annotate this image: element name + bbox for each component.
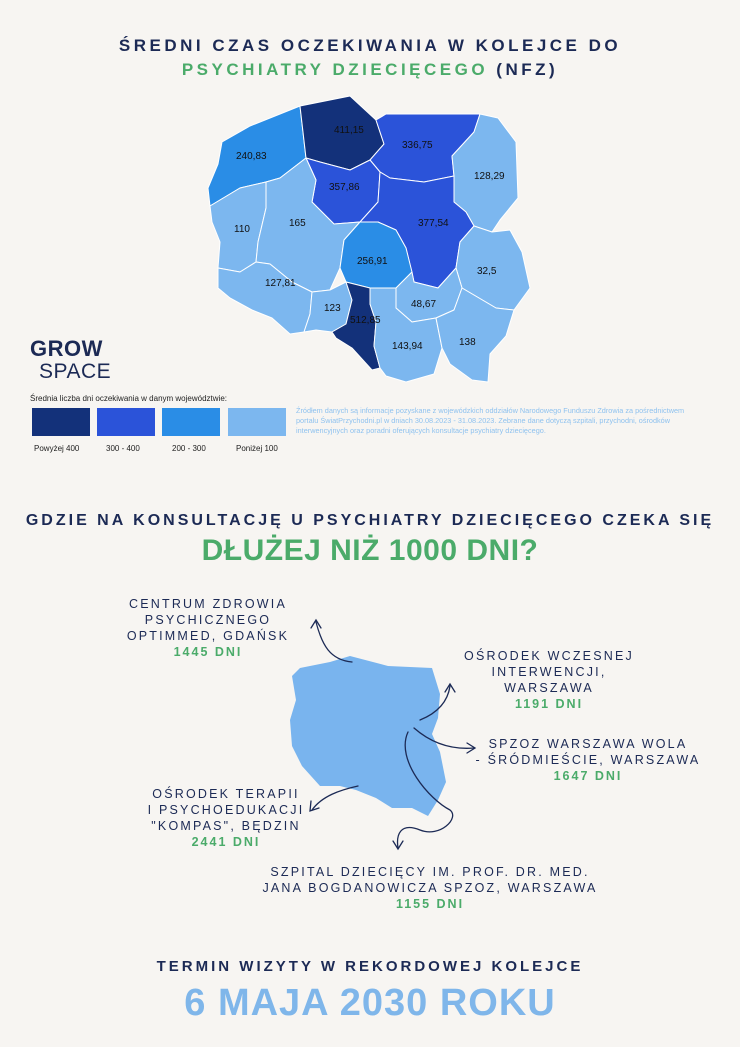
- clinic-name-line3: "KOMPAS", BĘDZIN: [151, 819, 301, 833]
- legend-label: 200 - 300: [172, 444, 206, 453]
- clinic-days: 1191 DNI: [514, 697, 584, 711]
- map-label: 240,83: [236, 151, 267, 162]
- map-label: 48,67: [411, 299, 437, 310]
- clinic-name-line1: OŚRODEK TERAPII: [152, 787, 300, 801]
- map-label: 138: [459, 337, 476, 348]
- clinic-days: 1155 DNI: [395, 897, 465, 911]
- legend-title: Średnia liczba dni oczekiwania w danym województwie:: [30, 394, 227, 403]
- page-title-line2: [0, 60, 740, 80]
- map-label: 32,5: [477, 266, 497, 277]
- clinic-name-line2: I PSYCHOEDUKACJI: [147, 803, 305, 817]
- clinic-name-line2: JANA BOGDANOWICZA SPZOZ, WARSZAWA: [262, 881, 598, 895]
- clinic-days: 1647 DNI: [553, 769, 623, 783]
- map-label: 357,86: [329, 182, 360, 193]
- clinic-name-line1: SPZOZ WARSZAWA WOLA: [488, 737, 688, 751]
- map-label: 123: [324, 303, 341, 314]
- clinic-wczesnej-interwencji: [446, 648, 652, 712]
- map-label: 127,81: [265, 278, 296, 289]
- map-label: 512,85: [350, 315, 381, 326]
- legend-label: Powyżej 400: [34, 444, 80, 453]
- title-rest: (NFZ): [488, 60, 559, 79]
- question-line1: GDZIE NA KONSULTACJĘ U PSYCHIATRY DZIECIĘCEGO CZEKA SIĘ: [25, 512, 715, 529]
- clinic-name-line2: OPTIMMED, GDAŃSK: [126, 629, 290, 643]
- growspace-logo: [30, 336, 130, 386]
- clinic-optimmed: [70, 596, 346, 660]
- clinic-name-line2: - ŚRÓDMIEŚCIE, WARSZAWA: [475, 753, 701, 767]
- title-highlight: PSYCHIATRY DZIECIĘCEGO: [181, 60, 489, 79]
- map-label: 165: [289, 218, 306, 229]
- map-label: 143,94: [392, 341, 423, 352]
- clinic-days: 2441 DNI: [191, 835, 261, 849]
- legend-label: Poniżej 100: [236, 444, 278, 453]
- page-title-line1: ŚREDNI CZAS OCZEKIWANIA W KOLEJCE DO: [118, 36, 622, 55]
- map-label: 128,29: [474, 171, 505, 182]
- clinic-name-line1: OŚRODEK WCZESNEJ: [464, 649, 634, 663]
- map-label: 256,91: [357, 256, 388, 267]
- legend-label: 300 - 400: [106, 444, 140, 453]
- map-label: 377,54: [418, 218, 449, 229]
- clinic-name-line1: CENTRUM ZDROWIA PSYCHICZNEGO: [129, 597, 287, 627]
- footer-date: 6 MAJA 2030 ROKU: [184, 982, 556, 1024]
- clinic-name-line2: INTERWENCJI, WARSZAWA: [491, 665, 607, 695]
- logo-grow: GROW: [30, 336, 103, 361]
- logo-space: SPACE: [39, 360, 112, 383]
- map-label: 411,15: [334, 125, 364, 136]
- clinic-kompas: [146, 786, 306, 850]
- footer-caption: TERMIN WIZYTY W REKORDOWEJ KOLEJCE: [156, 958, 584, 975]
- legend-swatch-300-400: [97, 408, 155, 436]
- question-line2: DŁUŻEJ NIŻ 1000 DNI?: [201, 534, 539, 567]
- map-label: 110: [234, 224, 250, 235]
- clinic-szpital-bogdanowicza: [250, 864, 610, 912]
- clinic-spzoz-wola: [472, 736, 704, 784]
- poland-map: [200, 92, 540, 392]
- clinic-name-line1: SZPITAL DZIECIĘCY IM. PROF. DR. MED.: [270, 865, 590, 879]
- map-label: 336,75: [402, 140, 433, 151]
- legend-swatch-under-100: [228, 408, 286, 436]
- arrow-kompas: [312, 786, 358, 810]
- legend-swatch-over-400: [32, 408, 90, 436]
- source-note: Źródłem danych są informacje pozyskane z wojewódzkich oddziałów Narodowego Funduszu Zdrowia za pośrednictwem portalu ŚwiatPrzychodni.pl w dniach 30.08.2023 - 31.08.2023. Zebrane dane dotyczą szpitali, przychodni, ośrodków interwencyjnych oraz poradni oferujących konsultacje psychiatry dziecięcego.: [296, 406, 685, 435]
- clinic-days: 1445 DNI: [173, 645, 243, 659]
- poland-silhouette: [290, 656, 446, 816]
- legend-swatch-200-300: [162, 408, 220, 436]
